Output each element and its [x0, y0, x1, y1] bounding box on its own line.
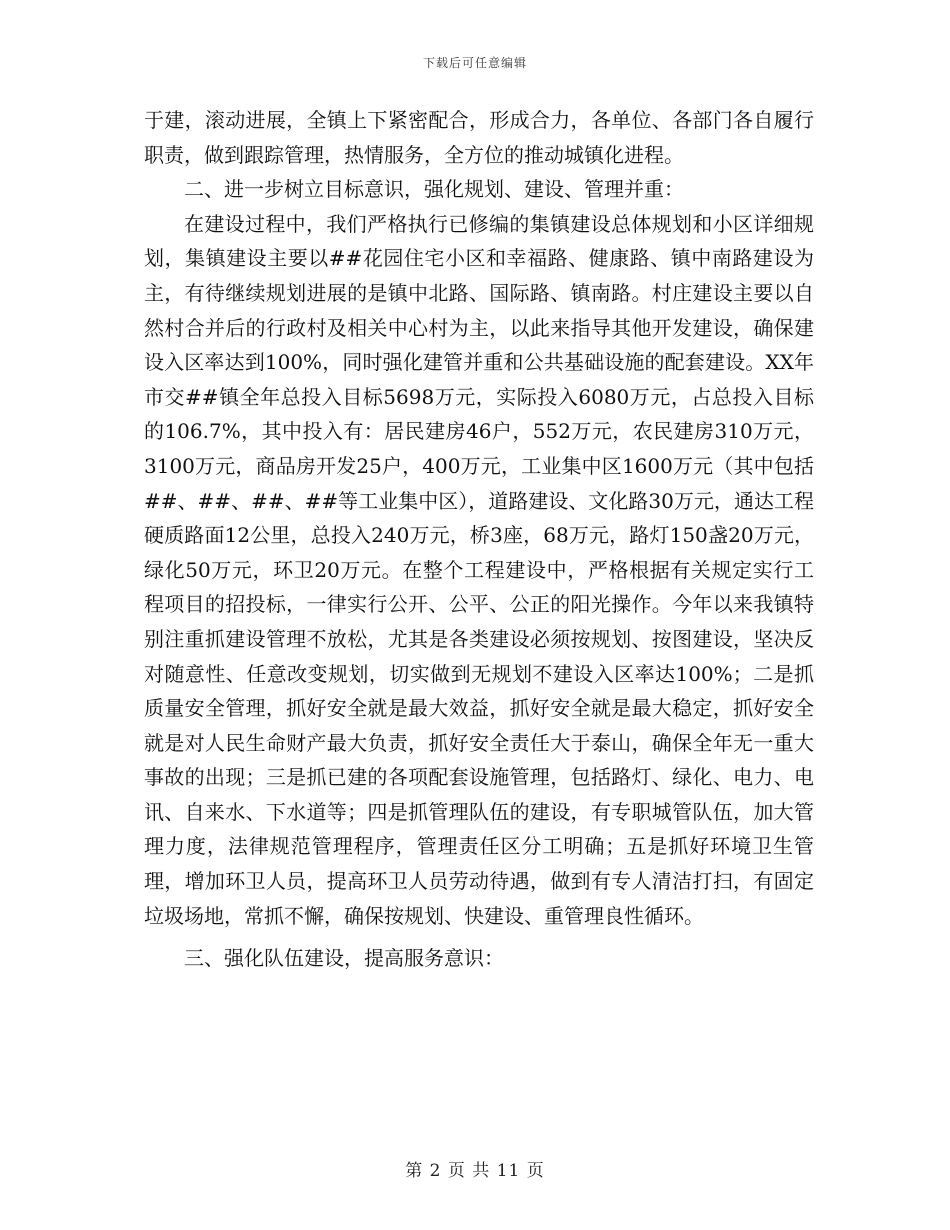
paragraph-construction-process: 在建设过程中，我们严格执行已修编的集镇建设总体规划和小区详细规划，集镇建设主要以##花园住宅小区和幸福路、健康路、镇中南路建设为主，有待继续规划进展的是镇中北路、国际路、镇南路。村庄建设主要以自然村合并后的行政村及相关中心村为主，以此来指导其他开发建设，确保建设入区率达到100%，同时强化建管并重和公共基础设施的配套建设。XX年市交##镇全年总投入目标5698万元，实际投入6080万元，占总投入目标的106.7%，其中投入有：居民建房46户，552万元，农民建房310万元，3100万元，商品房开发25户，400万元，工业集中区1600万元（其中包括##、##、##、##等工业集中区），道路建设、文化路30万元，通达工程硬质路面12公里，总投入240万元，桥3座，68万元，路灯150盏20万元，绿化50万元，环卫20万元。在整个工程建设中，严格根据有关规定实行工程项目的招投标，一律实行公开、公平、公正的阳光操作。今年以来我镇特别注重抓建设管理不放松，尤其是各类建设必须按规划、按图建设，坚决反对随意性、任意改变规划，切实做到无规划不建设入区率达100%；二是抓质量安全管理，抓好安全就是最大效益，抓好安全就是最大稳定，抓好安全就是对人民生命财产最大负责，抓好安全责任大于泰山，确保全年无一重大事故的出现；三是抓已建的各项配套设施管理，包括路灯、绿化、电力、电讯、自来水、下水道等；四是抓管理队伍的建设，有专职城管队伍，加大管理力度，法律规范管理程序，管理责任区分工明确；五是抓好环境卫生管理，增加环卫人员，提高环卫人员劳动待遇，做到有专人清洁打扫，有固定垃圾场地，常抓不懈，确保按规划、快建设、重管理良性循环。 — [144, 211, 814, 928]
page-header-note: 下载后可任意编辑 — [422, 56, 527, 70]
paragraph-continuation: 于建，滚动进展，全镇上下紧密配合，形成合力，各单位、各部门各自履行职责，做到跟踪管理，热情服务，全方位的推动城镇化进程。 — [144, 108, 814, 167]
section-heading-2: 二、进一步树立目标意识，强化规划、建设、管理并重： — [184, 177, 684, 202]
document-body — [144, 103, 814, 976]
page-number-footer: 第 2 页 共 11 页 — [405, 1161, 545, 1181]
section-heading-3: 三、强化队伍建设，提高服务意识： — [184, 946, 504, 971]
